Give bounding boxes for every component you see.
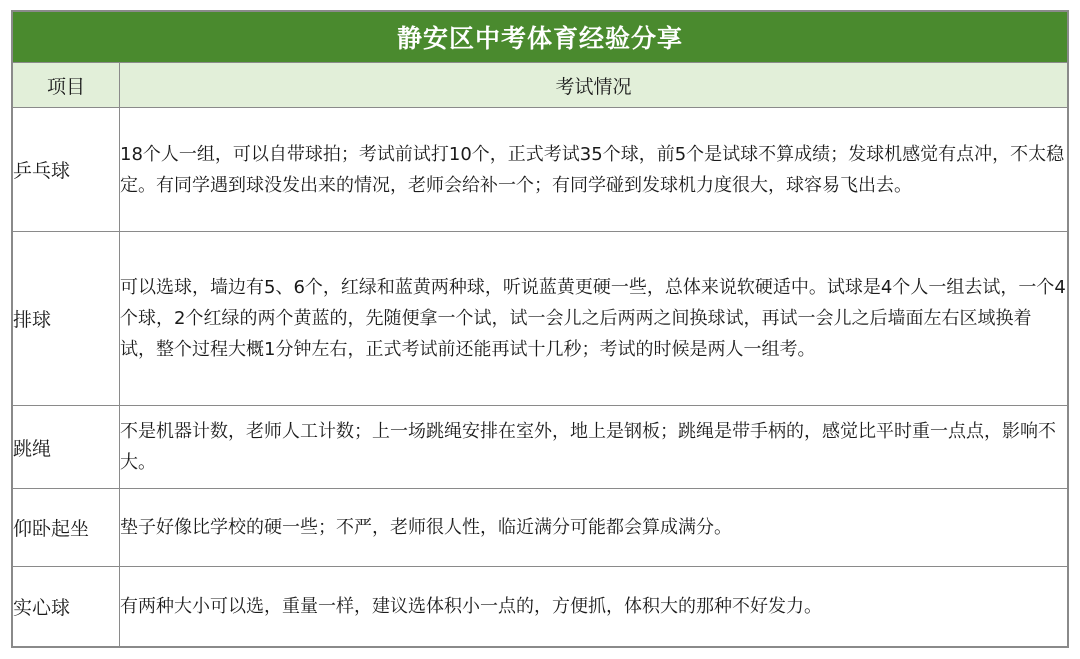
table-row bbox=[13, 232, 1068, 406]
header-row bbox=[13, 63, 1068, 108]
desc-cell: 可以选球，墙边有5、6个，红绿和蓝黄两种球，听说蓝黄更硬一些，总体来说软硬适中。试球是4个人一组去试，一个4个球，2个红绿的两个黄蓝的，先随便拿一个试，试一会儿之后两两之间换球试，再试一会儿之后墙面左右区域换着试，整个过程大概1分钟左右，正式考试前还能再试十几秒；考试的时候是两人一组考。 bbox=[120, 232, 1068, 406]
table-row bbox=[13, 489, 1068, 567]
item-cell: 仰卧起坐 bbox=[13, 489, 120, 567]
experience-table bbox=[12, 11, 1068, 647]
table-row bbox=[13, 567, 1068, 647]
item-cell: 实心球 bbox=[13, 567, 120, 647]
desc-cell: 垫子好像比学校的硬一些；不严，老师很人性，临近满分可能都会算成满分。 bbox=[120, 489, 1068, 567]
item-cell: 乒乓球 bbox=[13, 108, 120, 232]
table-row bbox=[13, 406, 1068, 489]
desc-cell: 18个人一组，可以自带球拍；考试前试打10个，正式考试35个球，前5个是试球不算成绩；发球机感觉有点冲，不太稳定。有同学遇到球没发出来的情况，老师会给补一个；有同学碰到发球机力度很大，球容易飞出去。 bbox=[120, 108, 1068, 232]
item-cell: 排球 bbox=[13, 232, 120, 406]
table-title: 静安区中考体育经验分享 bbox=[13, 12, 1068, 63]
desc-cell: 有两种大小可以选，重量一样，建议选体积小一点的，方便抓，体积大的那种不好发力。 bbox=[120, 567, 1068, 647]
header-exam-situation: 考试情况 bbox=[120, 63, 1068, 108]
header-item: 项目 bbox=[13, 63, 120, 108]
table-row bbox=[13, 108, 1068, 232]
experience-table-sheet bbox=[11, 10, 1069, 648]
item-cell: 跳绳 bbox=[13, 406, 120, 489]
desc-cell: 不是机器计数，老师人工计数；上一场跳绳安排在室外，地上是钢板；跳绳是带手柄的，感觉比平时重一点点，影响不大。 bbox=[120, 406, 1068, 489]
title-row bbox=[13, 12, 1068, 63]
